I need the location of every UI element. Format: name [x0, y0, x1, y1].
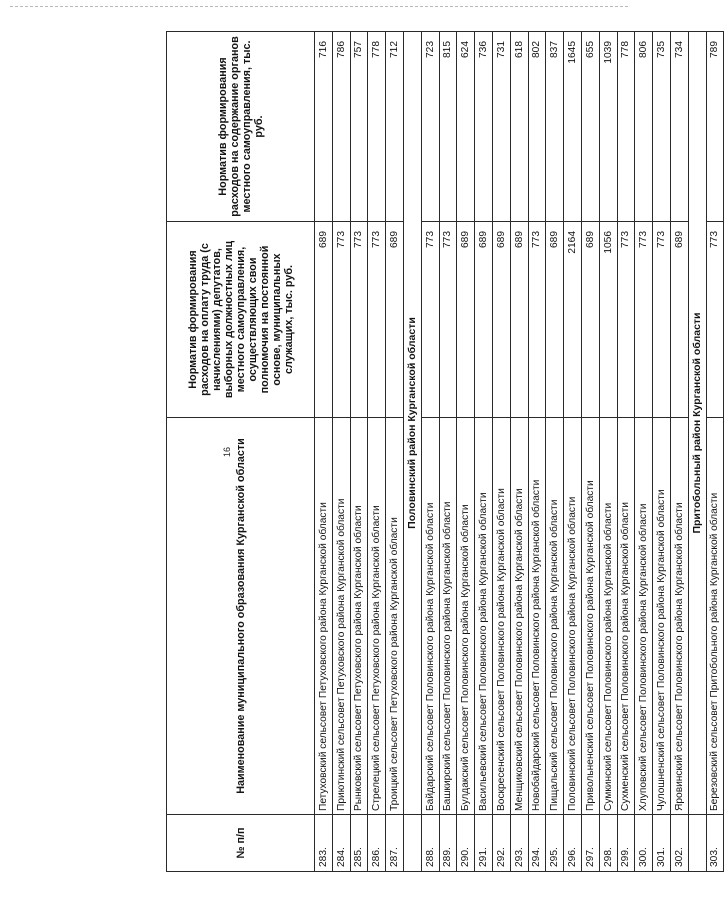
row-pay-norm: 773 — [350, 222, 368, 418]
row-expense-norm: 778 — [368, 32, 386, 222]
row-municipality: Булдакский сельсовет Половинского района Курганской области — [457, 418, 475, 815]
row-municipality: Васильевский сельсовет Половинского района Курганской области — [475, 418, 493, 815]
row-municipality: Рынковский сельсовет Петуховского района Курганской области — [350, 418, 368, 815]
row-num: 300. — [635, 815, 653, 872]
row-pay-norm: 689 — [475, 222, 493, 418]
district-name: Половинский район Курганской области — [403, 32, 421, 815]
row-num: 286. — [368, 815, 386, 872]
row-num: 294. — [528, 815, 546, 872]
table-row — [706, 32, 724, 872]
row-pay-norm: 773 — [368, 222, 386, 418]
row-municipality: Сухменский сельсовет Половинского района Курганской области — [617, 418, 635, 815]
row-expense-norm: 723 — [421, 32, 439, 222]
table-row — [528, 32, 546, 872]
row-pay-norm: 773 — [617, 222, 635, 418]
table-row — [653, 32, 671, 872]
table-row — [350, 32, 368, 872]
row-expense-norm: 712 — [386, 32, 404, 222]
table-row — [564, 32, 582, 872]
row-municipality: Байдарский сельсовет Половинского района Курганской области — [421, 418, 439, 815]
rotated-page — [166, 32, 721, 872]
row-num: 297. — [581, 815, 599, 872]
row-num: 291. — [475, 815, 493, 872]
row-expense-norm: 806 — [635, 32, 653, 222]
page-number: 16 — [222, 447, 232, 458]
row-pay-norm: 773 — [635, 222, 653, 418]
row-num: 287. — [386, 815, 404, 872]
district-row — [403, 32, 421, 872]
row-num: 301. — [653, 815, 671, 872]
row-municipality: Менщиковский сельсовет Половинского района Курганской области — [510, 418, 528, 815]
row-num: 289. — [439, 815, 457, 872]
table-row — [421, 32, 439, 872]
table-row — [617, 32, 635, 872]
row-expense-norm: 778 — [617, 32, 635, 222]
row-expense-norm: 1645 — [564, 32, 582, 222]
row-municipality: Петуховский сельсовет Петуховского района Курганской области — [315, 418, 333, 815]
row-pay-norm: 689 — [386, 222, 404, 418]
table-row — [475, 32, 493, 872]
row-municipality: Стрелецкий сельсовет Петуховского района Курганской области — [368, 418, 386, 815]
row-num: 293. — [510, 815, 528, 872]
row-municipality: Воскресенский сельсовет Половинского района Курганской области — [492, 418, 510, 815]
table-row — [368, 32, 386, 872]
row-num: 299. — [617, 815, 635, 872]
row-municipality: Башкирский сельсовет Половинского района Курганской области — [439, 418, 457, 815]
row-num: 303. — [706, 815, 724, 872]
row-num: 285. — [350, 815, 368, 872]
row-expense-norm: 837 — [546, 32, 564, 222]
row-pay-norm: 689 — [315, 222, 333, 418]
row-expense-norm: 757 — [350, 32, 368, 222]
district-row — [688, 32, 706, 872]
row-pay-norm: 2164 — [564, 222, 582, 418]
row-municipality: Троицкий сельсовет Петуховского района Курганской области — [386, 418, 404, 815]
row-expense-norm: 731 — [492, 32, 510, 222]
table-row — [510, 32, 528, 872]
table-row — [546, 32, 564, 872]
row-expense-norm: 734 — [670, 32, 688, 222]
row-expense-norm: 1039 — [599, 32, 617, 222]
row-municipality: Яровинский сельсовет Половинского района Курганской области — [670, 418, 688, 815]
row-pay-norm: 773 — [528, 222, 546, 418]
row-expense-norm: 735 — [653, 32, 671, 222]
table-row — [439, 32, 457, 872]
table-header — [167, 32, 315, 872]
row-expense-norm: 716 — [315, 32, 333, 222]
district-name: Притобольный район Курганской области — [688, 32, 706, 815]
row-pay-norm: 773 — [332, 222, 350, 418]
row-municipality: Половинский сельсовет Половинского района Курганской области — [564, 418, 582, 815]
row-num: 292. — [492, 815, 510, 872]
header-num: № п/п — [167, 815, 315, 872]
table-row — [581, 32, 599, 872]
row-num: 290. — [457, 815, 475, 872]
row-expense-norm: 789 — [706, 32, 724, 222]
row-num: 288. — [421, 815, 439, 872]
row-pay-norm: 689 — [457, 222, 475, 418]
district-num-cell — [688, 815, 706, 872]
row-municipality: Чулошненский сельсовет Половинского района Курганской области — [653, 418, 671, 815]
row-pay-norm: 773 — [653, 222, 671, 418]
row-pay-norm: 689 — [510, 222, 528, 418]
row-expense-norm: 736 — [475, 32, 493, 222]
row-municipality: Хлуповский сельсовет Половинского района Курганской области — [635, 418, 653, 815]
row-municipality: Березовский сельсовет Притобольного района Курганской области — [706, 418, 724, 815]
row-pay-norm: 689 — [581, 222, 599, 418]
table-row — [457, 32, 475, 872]
row-expense-norm: 815 — [439, 32, 457, 222]
row-pay-norm: 773 — [421, 222, 439, 418]
row-pay-norm: 689 — [492, 222, 510, 418]
row-pay-norm: 773 — [706, 222, 724, 418]
row-expense-norm: 655 — [581, 32, 599, 222]
header-pay-norm: Норматив формирования расходов на оплату труда (с начислениями) депутатов, выборных должностных лиц местного самоуправления, осуществляющих свои полномочия на постоянной основе, муниципальных служащих, тыс. руб. — [167, 222, 315, 418]
row-expense-norm: 802 — [528, 32, 546, 222]
row-num: 296. — [564, 815, 582, 872]
district-num-cell — [403, 815, 421, 872]
row-pay-norm: 1056 — [599, 222, 617, 418]
row-expense-norm: 786 — [332, 32, 350, 222]
row-municipality: Сумкинский сельсовет Половинского района Курганской области — [599, 418, 617, 815]
table-body — [315, 32, 724, 872]
municipal-norms-table — [166, 31, 724, 872]
row-num: 284. — [332, 815, 350, 872]
table-row — [492, 32, 510, 872]
header-expense-norm: Норматив формирования расходов на содержание органов местного самоуправления, тыс. руб. — [167, 32, 315, 222]
row-num: 295. — [546, 815, 564, 872]
row-municipality: Привольненский сельсовет Половинского района Курганской области — [581, 418, 599, 815]
row-municipality: Приютинский сельсовет Петуховского района Курганской области — [332, 418, 350, 815]
table-row — [315, 32, 333, 872]
row-pay-norm: 773 — [439, 222, 457, 418]
row-municipality: Новобайдарский сельсовет Половинского района Курганской области — [528, 418, 546, 815]
row-num: 283. — [315, 815, 333, 872]
table-row — [635, 32, 653, 872]
row-municipality: Пищальский сельсовет Половинского района Курганской области — [546, 418, 564, 815]
table-row — [599, 32, 617, 872]
row-num: 298. — [599, 815, 617, 872]
header-name: Наименование муниципального образования Курганской области — [167, 418, 315, 815]
row-pay-norm: 689 — [670, 222, 688, 418]
row-expense-norm: 618 — [510, 32, 528, 222]
scan-edge-line — [10, 6, 628, 7]
table-row — [332, 32, 350, 872]
table-row — [670, 32, 688, 872]
row-num: 302. — [670, 815, 688, 872]
row-pay-norm: 689 — [546, 222, 564, 418]
row-expense-norm: 624 — [457, 32, 475, 222]
table-row — [386, 32, 404, 872]
